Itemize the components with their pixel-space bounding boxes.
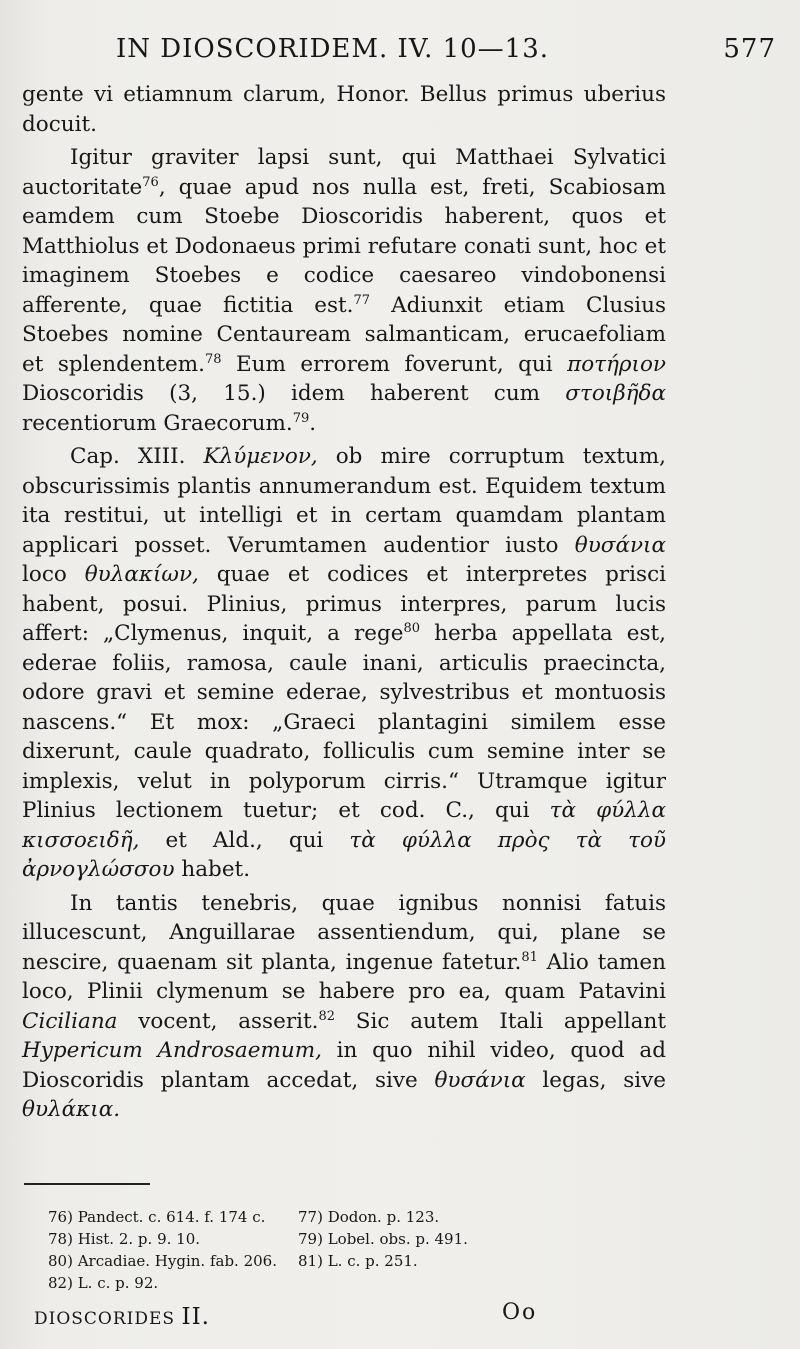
- footnote: 81) L. c. p. 251.: [298, 1252, 418, 1270]
- footnote-row: [48, 1228, 608, 1250]
- paragraph: [22, 80, 666, 139]
- footnote-rule: [24, 1183, 150, 1185]
- text-run: Adiunxit etiam Clusius Stoebes nomine Centauream salmanticam, erucaefoliam et splendentem.: [22, 292, 666, 377]
- text-run: Sic autem Itali appellant: [335, 1008, 666, 1034]
- footnote: 77) Dodon. p. 123.: [298, 1208, 440, 1226]
- italic-term: θυσάνια: [434, 1067, 526, 1093]
- text-run: in quo nihil video, quod ad Dioscoridis plantam accedat, sive: [22, 1038, 666, 1093]
- footnote-ref: 79: [292, 410, 310, 426]
- text-run: , quae apud nos nulla est, freti, Scabiosam eamdem cum Stoebe Dioscoridis haberent, quos et Matthiolus et Dodonaeus primi refutare conati sunt, hoc et imaginem Stoebes e codice caesareo vindobonensi afferente, quae fictitia est.: [22, 174, 666, 318]
- text-run: vocent, asserit.: [117, 1008, 319, 1034]
- signature-volume: II.: [181, 1304, 210, 1330]
- italic-term: Κλύμενον,: [203, 444, 318, 469]
- text-run: .: [309, 410, 317, 436]
- body-text: [22, 80, 666, 1129]
- italic-term: Hypericum Androsaemum,: [22, 1038, 322, 1063]
- text-run: habet.: [174, 857, 251, 882]
- footnotes: [48, 1206, 608, 1294]
- text-run: herba appellata est, ederae foliis, ramosa, caule inani, articulis praecincta, odore gravi et semine ederae, sylvestribus et montuosis nascens.“ Et mox: „Graeci plantagini similem esse dixerunt, caule quadrato, folliculis cum semine inter se implexis, velut in polyporum cirris.“ Utramque igitur Plinius lectionem tuetur; et cod. C., qui: [22, 621, 666, 823]
- paragraph: [22, 143, 666, 438]
- signature-label: [34, 1304, 210, 1330]
- paragraph: [22, 889, 666, 1125]
- footnote-ref: 80: [403, 621, 421, 636]
- footnote: 82) L. c. p. 92.: [48, 1274, 159, 1292]
- italic-term: θυσάνια: [574, 532, 666, 558]
- text-run: Cap. XIII.: [70, 444, 204, 469]
- footnote-ref: 78: [204, 351, 222, 367]
- footnote: 80) Arcadiae. Hygin. fab. 206.: [48, 1252, 277, 1270]
- paragraph: [22, 442, 666, 885]
- italic-term: ποτήριον: [567, 351, 666, 377]
- page-header: [116, 34, 776, 74]
- running-head: IN DIOSCORIDEM. IV. 10—13.: [116, 34, 550, 64]
- text-run: recentiorum Graecorum.: [22, 410, 293, 436]
- text-run: loco: [22, 562, 85, 587]
- footnote-ref: 82: [318, 1008, 335, 1024]
- text-run: Eum errorem foverunt, qui: [221, 351, 568, 377]
- text-run: quae et codices et interpretes prisci habent, posui. Plinius, primus interpres, parum lucis affert: „Clymenus, inquit, a rege: [22, 562, 666, 646]
- footnote: 76) Pandect. c. 614. f. 174 c.: [48, 1208, 266, 1226]
- printer-signature: [22, 1298, 760, 1332]
- signature-prefix: DIOSCORIDES: [34, 1309, 176, 1329]
- text-run: et Ald., qui: [139, 827, 350, 853]
- italic-term: θυλάκια.: [22, 1097, 121, 1122]
- page-number: 577: [723, 34, 776, 64]
- text-run: Alio tamen loco, Plinii clymenum se habere pro ea, quam Patavini: [22, 949, 666, 1004]
- footnote-ref: 81: [521, 949, 538, 965]
- footnote-ref: 76: [142, 174, 159, 190]
- text-run: In tantis tenebris, quae ignibus nonnisi fatuis illucescunt, Anguillarae assentiendum, qui, plane se nescire, quaenam sit planta, ingenue fatetur.: [22, 890, 666, 975]
- footnote: 79) Lobel. obs. p. 491.: [298, 1230, 468, 1248]
- text-run: Igitur graviter lapsi sunt, qui Matthaei Sylvatici auctoritate: [22, 145, 666, 200]
- signature-mark: Oo: [502, 1300, 538, 1325]
- text-run: ob mire corruptum textum, obscurissimis plantis annumerandum est. Equidem textum ita restitui, ut intelligi et in certam quamdam plantam applicari posset. Verumtamen audentior iusto: [22, 444, 666, 558]
- footnote-row: [48, 1206, 608, 1228]
- text-run: gente vi etiamnum clarum, Honor. Bellus primus uberius docuit.: [22, 82, 666, 137]
- italic-term: Ciciliana: [22, 1008, 118, 1034]
- italic-term: θυλακίων,: [84, 562, 199, 587]
- text-run: legas, sive: [525, 1067, 666, 1093]
- footnote: 78) Hist. 2. p. 9. 10.: [48, 1230, 200, 1248]
- footnote-row: [48, 1272, 608, 1294]
- footnote-ref: 77: [353, 292, 371, 308]
- footnote-row: [48, 1250, 608, 1272]
- text-run: Dioscoridis (3, 15.) idem haberent cum: [22, 381, 566, 406]
- italic-term: τὰ φύλλα πρὸς τὰ τοῦ ἀρνογλώσσου: [22, 827, 666, 882]
- italic-term: στοιβῆδα: [565, 381, 666, 406]
- italic-term: τὰ φύλλα κισσοειδῆ,: [22, 798, 666, 853]
